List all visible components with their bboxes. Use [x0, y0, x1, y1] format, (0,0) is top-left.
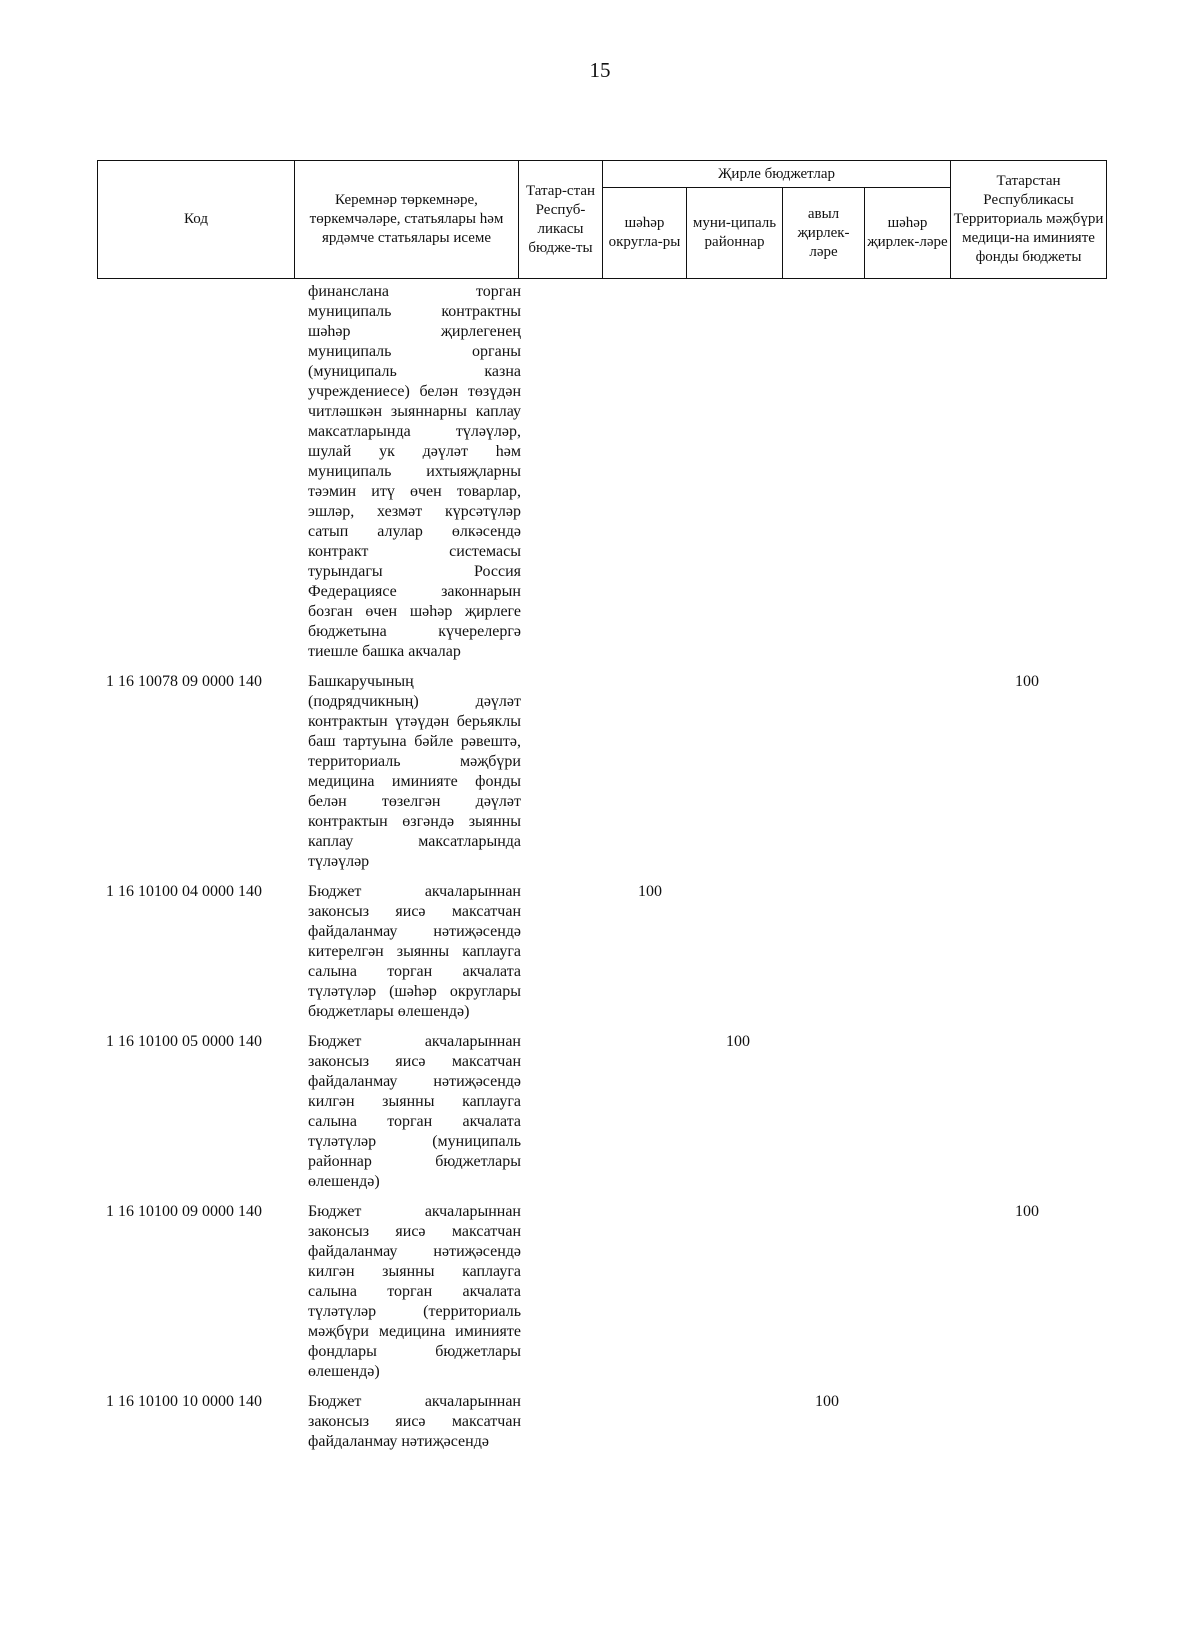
header-local-budgets: Җирле бюджетлар [603, 161, 951, 188]
row-name: Башкаручының (подрядчикның) дәүләт контрактын үтәүдән берьяклы баш тартуына бәйле рәвештә, территориаль мәҗбүри медицина иминияте фонды белән төзелгән дәүләт контрактын өзгәндә зыянны каплау максатларында түләүләр [308, 673, 521, 870]
row-name: Бюджет акчаларыннан законсыз яисә максатчан файдаланмау нәтиҗәсендә килгән зыянны каплауга салына торган акчалата түләтүләр (территориаль мәҗбүри медицина иминияте фондлары бюджетлары өлешендә) [308, 1203, 521, 1380]
header-code: Код [98, 161, 295, 279]
table-row [97, 282, 1132, 662]
table-row [97, 1032, 1132, 1192]
row-value-city-districts: 100 [638, 883, 662, 900]
row-value-rural-settlements: 100 [815, 1393, 839, 1410]
header-tatarstan-budget: Татар-стан Респуб-ликасы бюдже-ты [519, 161, 603, 279]
table-row [97, 1392, 1132, 1452]
table-header [97, 160, 1107, 279]
table-row [97, 672, 1132, 872]
row-code: 1 16 10100 05 0000 140 [106, 1033, 262, 1050]
table-body [97, 284, 1132, 1462]
table-row [97, 1202, 1132, 1382]
row-name: Бюджет акчаларыннан законсыз яисә максатчан файдаланмау нәтиҗәсендә [308, 1393, 521, 1450]
row-value-medical-fund: 100 [1015, 1203, 1039, 1220]
header-medical-fund: Татарстан Республикасы Территориаль мәҗбүри медици-на иминияте фонды бюджеты [951, 161, 1107, 279]
header-municipal-districts: муни-ципаль районнар [687, 188, 783, 279]
row-value-medical-fund: 100 [1015, 673, 1039, 690]
row-name: финанслана торган муниципаль контрактны шәһәр җирлегенең муниципаль органы (муниципаль казна учреждениесе) белән төзүдән читләшкән зыяннарны каплау максатларында түләүләр, шулай ук дәүләт һәм муниципаль ихтыяҗларны тәэмин итү өчен товарлар, эшләр, хезмәт күрсәтүләр сатып алулар өлкәсендә контракт системасы турындагы Россия Федерациясе законнарын бозган өчен шәһәр җирлеге бюджетына күчерелергә тиешле башка акчалар [308, 283, 521, 660]
row-value-municipal-districts: 100 [726, 1033, 750, 1050]
header-rural-settlements: авыл җирлек-ләре [783, 188, 865, 279]
row-name: Бюджет акчаларыннан законсыз яисә максатчан файдаланмау нәтиҗәсендә килгән зыянны каплауга салына торган акчалата түләтүләр (муниципаль районнар бюджетлары өлешендә) [308, 1033, 521, 1190]
header-city-districts: шәһәр округла-ры [603, 188, 687, 279]
table-row [97, 882, 1132, 1022]
row-code: 1 16 10078 09 0000 140 [106, 673, 262, 690]
row-code: 1 16 10100 04 0000 140 [106, 883, 262, 900]
row-code: 1 16 10100 09 0000 140 [106, 1203, 262, 1220]
header-urban-settlements: шәһәр җирлек-ләре [865, 188, 951, 279]
row-code: 1 16 10100 10 0000 140 [106, 1393, 262, 1410]
page-number: 15 [589, 58, 611, 82]
header-name: Керемнәр төркемнәре, төркемчәләре, статьялары һәм ярдәмче статьялары исеме [295, 161, 519, 279]
row-name: Бюджет акчаларыннан законсыз яисә максатчан файдаланмау нәтиҗәсендә китерелгән зыянны каплауга салына торган акчалата түләтүләр (шәһәр округлары бюджетлары өлешендә) [308, 883, 521, 1020]
